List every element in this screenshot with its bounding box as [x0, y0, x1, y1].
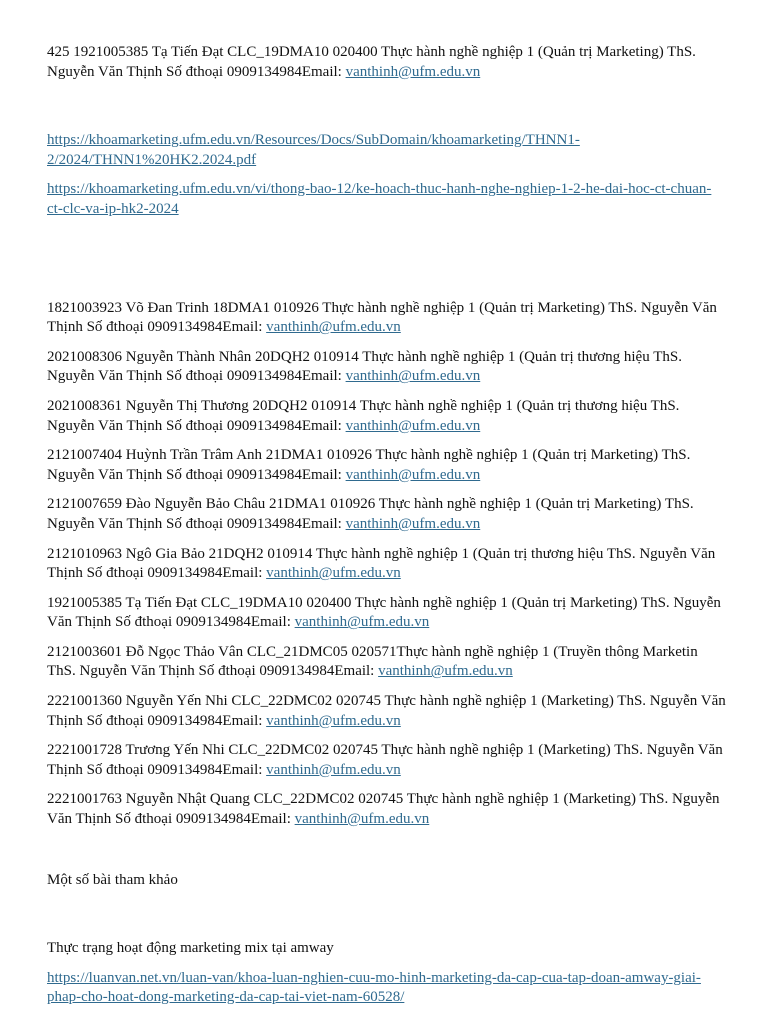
- list-item: [47, 741, 727, 780]
- list-item: [47, 594, 727, 633]
- pdf-link-paragraph: [47, 131, 727, 170]
- list-item: [47, 446, 727, 485]
- spacer: [47, 92, 727, 131]
- list-item-text: 2021008361 Nguyễn Thị Thương 20DQH2 010914 Thực hành nghề nghiệp 1 (Quản trị thương hiệu ThS. Nguyễn Văn Thịnh Số đthoại 0909134984Email:: [47, 397, 680, 434]
- list-item-text: 2021008306 Nguyễn Thành Nhân 20DQH2 010914 Thực hành nghề nghiệp 1 (Quản trị thương hiệu ThS. Nguyễn Văn Thịnh Số đthoại 0909134984Email:: [47, 348, 682, 385]
- list-item: [47, 643, 727, 682]
- spacer: [47, 840, 727, 871]
- list-item: [47, 545, 727, 584]
- email-link[interactable]: vanthinh@ufm.edu.vn: [345, 417, 481, 434]
- announcement-link-paragraph: [47, 180, 727, 219]
- list-item-text: 2121007404 Huỳnh Trần Trâm Anh 21DMA1 010926 Thực hành nghề nghiệp 1 (Quản trị Marketing) ThS. Nguyễn Văn Thịnh Số đthoại 0909134984Email:: [47, 447, 691, 483]
- email-link[interactable]: vanthinh@ufm.edu.vn: [266, 761, 401, 778]
- list-item: [47, 790, 727, 829]
- top-entry-text: 425 1921005385 Tạ Tiến Đạt CLC_19DMA10 020400 Thực hành nghề nghiệp 1 (Quản trị Marketing) ThS. Nguyễn Văn Thịnh Số đthoại 0909134984Email:: [47, 44, 696, 80]
- top-entry: [47, 43, 727, 82]
- email-link[interactable]: vanthinh@ufm.edu.vn: [266, 565, 401, 582]
- announcement-link[interactable]: https://khoamarketing.ufm.edu.vn/vi/thong-bao-12/ke-hoach-thuc-hanh-nghe-nghiep-1-2-he-dai-hoc-ct-chuan-ct-clc-va-ip-hk2-2024: [47, 181, 712, 217]
- list-item-text: 2221001360 Nguyễn Yến Nhi CLC_22DMC02 020745 Thực hành nghề nghiệp 1 (Marketing) ThS. Nguyễn Văn Thịnh Số đthoại 0909134984Email:: [47, 693, 726, 729]
- list-item: [47, 397, 727, 436]
- list-item: [47, 495, 727, 534]
- email-link[interactable]: vanthinh@ufm.edu.vn: [345, 515, 481, 532]
- spacer: [47, 230, 727, 299]
- email-link[interactable]: vanthinh@ufm.edu.vn: [294, 614, 430, 631]
- thnn-pdf-link[interactable]: https://khoamarketing.ufm.edu.vn/Resources/Docs/SubDomain/khoamarketing/THNN1-2/2024/THNN1%20HK2.2024.pdf: [47, 132, 580, 168]
- list-item-text: 2121007659 Đào Nguyễn Bảo Châu 21DMA1 010926 Thực hành nghề nghiệp 1 (Quản trị Marketing) ThS. Nguyễn Văn Thịnh Số đthoại 0909134984Email:: [47, 496, 694, 532]
- document-page: [47, 43, 727, 1018]
- email-link[interactable]: vanthinh@ufm.edu.vn: [294, 811, 430, 828]
- spacer: [47, 900, 727, 939]
- list-item-text: 2121010963 Ngô Gia Bảo 21DQH2 010914 Thực hành nghề nghiệp 1 (Quản trị thương hiệu ThS. Nguyễn Văn Thịnh Số đthoại 0909134984Email:: [47, 545, 716, 582]
- list-item: [47, 348, 727, 387]
- top-entry-email-link[interactable]: vanthinh@ufm.edu.vn: [345, 63, 481, 80]
- list-item-text: 2221001763 Nguyễn Nhật Quang CLC_22DMC02 020745 Thực hành nghề nghiệp 1 (Marketing) ThS. Nguyễn Văn Thịnh Số đthoại 0909134984Email:: [47, 791, 720, 828]
- email-link[interactable]: vanthinh@ufm.edu.vn: [378, 663, 513, 680]
- references-heading: Một số bài tham khảo: [47, 871, 178, 888]
- list-item: [47, 299, 727, 338]
- list-item-text: 2121003601 Đỗ Ngọc Thảo Vân CLC_21DMC05 020571Thực hành nghề nghiệp 1 (Truyền thông Marketin ThS. Nguyễn Văn Thịnh Số đthoại 0909134984Email:: [47, 643, 698, 680]
- email-link[interactable]: vanthinh@ufm.edu.vn: [266, 712, 401, 729]
- email-link[interactable]: vanthinh@ufm.edu.vn: [345, 368, 481, 385]
- reference-link-paragraph: [47, 969, 727, 1008]
- reference-title: Thực trạng hoạt động marketing mix tại amway: [47, 940, 334, 957]
- list-item: [47, 692, 727, 731]
- email-link[interactable]: vanthinh@ufm.edu.vn: [266, 319, 401, 336]
- list-item-text: 2221001728 Trương Yến Nhi CLC_22DMC02 020745 Thực hành nghề nghiệp 1 (Marketing) ThS. Nguyễn Văn Thịnh Số đthoại 0909134984Email:: [47, 742, 723, 778]
- list-item-text: 1821003923 Võ Đan Trinh 18DMA1 010926 Thực hành nghề nghiệp 1 (Quản trị Marketing) ThS. Nguyễn Văn Thịnh Số đthoại 0909134984Email:: [47, 299, 717, 336]
- email-link[interactable]: vanthinh@ufm.edu.vn: [345, 466, 481, 483]
- list-item-text: 1921005385 Tạ Tiến Đạt CLC_19DMA10 020400 Thực hành nghề nghiệp 1 (Quản trị Marketing) ThS. Nguyễn Văn Thịnh Số đthoại 0909134984Email:: [47, 594, 721, 631]
- reference-link[interactable]: https://luanvan.net.vn/luan-van/khoa-luan-nghien-cuu-mo-hinh-marketing-da-cap-cua-tap-doan-amway-giai-phap-cho-hoat-dong-marketing-da-cap-tai-viet-nam-60528/: [47, 969, 701, 1006]
- student-list: [47, 299, 727, 830]
